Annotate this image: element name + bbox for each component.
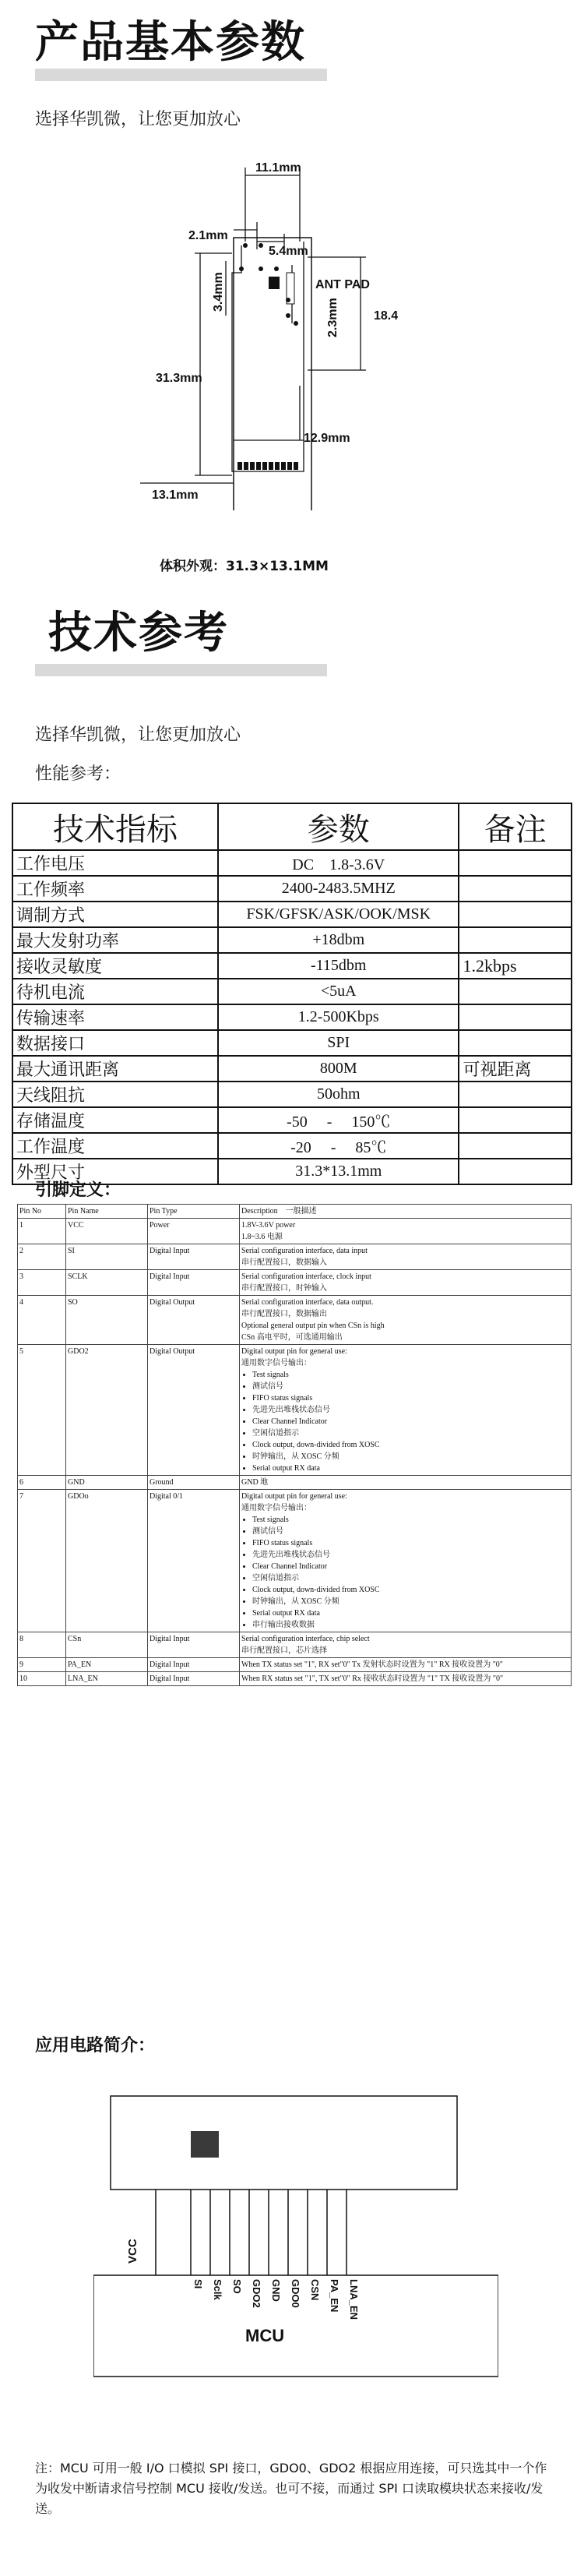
spec-row [12, 1004, 572, 1030]
pin-description-line: Optional general output pin when CSn is high [241, 1322, 385, 1330]
pin-label: CSN [309, 2279, 321, 2301]
pin-no: 5 [18, 1345, 66, 1476]
dim-w-lower: 12.9mm [304, 432, 350, 445]
pin-no: 1 [18, 1219, 66, 1244]
spec-row [12, 979, 572, 1004]
spec-note [459, 876, 572, 902]
pin-description-bullet: • 时钟输出，从 XOSC 分频 [252, 1596, 569, 1607]
module-block [111, 2096, 457, 2190]
pin-description-line: 1.8~3.6 电源 [241, 1233, 283, 1241]
pin-type: Digital Input [148, 1658, 240, 1672]
spec-value: 2400-2483.5MHZ [218, 876, 459, 902]
dim-w-bottom: 13.1mm [152, 489, 199, 502]
pin-description-bullet: • Clock output, down-divided from XOSC [252, 1439, 569, 1451]
spec-header-cell: 备注 [459, 803, 572, 850]
pin-description-line: Serial configuration interface, clock input [241, 1272, 371, 1281]
dim-h-small: 3.4mm [212, 272, 225, 312]
pin-description [240, 1672, 572, 1686]
spec-value: -115dbm [218, 953, 459, 979]
spec-row [12, 1030, 572, 1056]
pin-description-line: Serial configuration interface, data input [241, 1247, 368, 1255]
pin-description-bullet: • 测试信号 [252, 1526, 569, 1537]
dim-width-top: 11.1mm [255, 161, 301, 175]
spec-name: 工作频率 [12, 876, 218, 902]
pin-row [18, 1658, 572, 1672]
spec-value: SPI [218, 1030, 459, 1056]
spec-note [459, 1133, 572, 1159]
spec-name: 最大通讯距离 [12, 1056, 218, 1082]
pin-description-line: 串行配置接口，芯片选择 [241, 1646, 327, 1655]
spec-value: -20 - 85℃ [218, 1133, 459, 1159]
chip-icon [191, 2131, 219, 2158]
pin-description [240, 1219, 572, 1244]
spec-note [459, 902, 572, 927]
pin-description-bullet: • Test signals [252, 1369, 569, 1381]
pin-description-bullet: • 测试信号 [252, 1381, 569, 1392]
spec-name: 调制方式 [12, 902, 218, 927]
spec-value: +18dbm [218, 927, 459, 953]
pin-type: Digital Output [148, 1296, 240, 1345]
spec-note [459, 850, 572, 876]
pin-description-bullet: • 空闲信道指示 [252, 1572, 569, 1584]
pin-row [18, 1672, 572, 1686]
pin-description-bullet: • Clear Channel Indicator [252, 1561, 569, 1572]
dim-h-pad: 2.3mm [326, 298, 339, 337]
pin-label: GDO2 [251, 2279, 262, 2308]
mcu-label: MCU [245, 2326, 285, 2345]
pin-description [240, 1296, 572, 1345]
spec-row [12, 953, 572, 979]
module-dimension-drawing [140, 152, 498, 510]
pin-header-cell: Pin Type [148, 1205, 240, 1219]
footnote: 注：MCU 可用一般 I/O 口模拟 SPI 接口，GDO0、GDO2 根据应用连接，可只选其中一个作为收发中断请求信号控制 MCU 接收/发送。也可不接，而通过 SPI 口读取模块状态来接收/发送。 [35, 2461, 547, 2516]
spec-row [12, 876, 572, 902]
spec-note [459, 1082, 572, 1107]
spec-row [12, 1133, 572, 1159]
spec-table-header [12, 803, 572, 850]
pin-description-bullet: • 先进先出堆栈状态信号 [252, 1404, 569, 1416]
dim-h-total: 31.3mm [156, 372, 202, 385]
pin-name: SI [66, 1244, 148, 1270]
pin-table-header [18, 1205, 572, 1219]
pin-name: SO [66, 1296, 148, 1345]
vcc-label: VCC [126, 2239, 139, 2264]
pin-description-bullet: • 先进先出堆栈状态信号 [252, 1549, 569, 1561]
spec-name: 传输速率 [12, 1004, 218, 1030]
pin-label: PA_EN [329, 2279, 340, 2313]
pin-row [18, 1490, 572, 1632]
pin-description [240, 1270, 572, 1296]
pin-label: GND [270, 2279, 282, 2302]
pin-table [17, 1204, 572, 1686]
pin-row [18, 1476, 572, 1490]
pin-name: GDO2 [66, 1345, 148, 1476]
pin-description-line: Serial configuration interface, chip select [241, 1635, 370, 1643]
pin-description [240, 1345, 572, 1476]
pin-no: 2 [18, 1244, 66, 1270]
circuit-title: 应用电路简介： [35, 2036, 156, 2056]
pin-description-bullet: • FIFO status signals [252, 1392, 569, 1404]
spec-row [12, 850, 572, 876]
pin-no: 8 [18, 1632, 66, 1658]
pin-description-line: When RX status set "1", TX set"0" Rx 接收状态时设置为 "1" TX 接收设置为 "0" [241, 1674, 504, 1683]
pin-no: 10 [18, 1672, 66, 1686]
spec-header-cell: 技术指标 [12, 803, 218, 850]
pin-name: GND [66, 1476, 148, 1490]
spec-value: DC 1.8-3.6V [218, 850, 459, 876]
spec-note [459, 1107, 572, 1133]
pin-row [18, 1345, 572, 1476]
pin-name: PA_EN [66, 1658, 148, 1672]
spec-header-cell: 参数 [218, 803, 459, 850]
pin-type: Digital Input [148, 1632, 240, 1658]
pin-no: 6 [18, 1476, 66, 1490]
pin-row [18, 1244, 572, 1270]
pin-type: Ground [148, 1476, 240, 1490]
pin-description-line: 1.8V-3.6V power [241, 1221, 296, 1230]
pin-no: 3 [18, 1270, 66, 1296]
pin-description-line: Digital output pin for general use: [241, 1492, 347, 1501]
section1-title-underline [35, 69, 327, 81]
pin-type: Digital Input [148, 1270, 240, 1296]
spec-value: 31.3*13.1mm [218, 1159, 459, 1184]
spec-note [459, 927, 572, 953]
spec-name: 待机电流 [12, 979, 218, 1004]
spec-row [12, 1107, 572, 1133]
pin-header-cell: Description 一般描述 [240, 1205, 572, 1219]
spec-value: 800M [218, 1056, 459, 1082]
spec-row [12, 902, 572, 927]
pin-description-line: GND 地 [241, 1478, 269, 1487]
spec-name: 数据接口 [12, 1030, 218, 1056]
dim-h-right: 18.4 [374, 309, 399, 323]
spec-note [459, 1159, 572, 1184]
pin-row [18, 1219, 572, 1244]
pin-name: VCC [66, 1219, 148, 1244]
spec-note: 可视距离 [459, 1056, 572, 1082]
pin-type: Digital 0/1 [148, 1490, 240, 1632]
pin-row [18, 1632, 572, 1658]
pin-description-bullet: • Clock output, down-divided from XOSC [252, 1584, 569, 1596]
spec-row [12, 1056, 572, 1082]
pin-section-title: 引脚定义： [35, 1180, 121, 1200]
pin-description-line: CSn 高电平时，可选通用输出 [241, 1333, 343, 1342]
pin-description-bullet: • 时钟输出，从 XOSC 分频 [252, 1451, 569, 1463]
pin-description-line: Serial configuration interface, data output. [241, 1298, 374, 1307]
spec-row [12, 927, 572, 953]
spec-note [459, 1004, 572, 1030]
pin-name: SCLK [66, 1270, 148, 1296]
spec-value: -50 - 150℃ [218, 1107, 459, 1133]
pin-description [240, 1658, 572, 1672]
pin-description-bullet: • 串行输出接收数据 [252, 1619, 569, 1631]
dim-pad-offset: 5.4mm [269, 245, 308, 258]
pin-no: 4 [18, 1296, 66, 1345]
spec-name: 存储温度 [12, 1107, 218, 1133]
pin-description [240, 1632, 572, 1658]
application-circuit-diagram [93, 2088, 498, 2384]
volume-label: 体积外观：31.3×13.1MM [160, 559, 329, 574]
pin-description-bullet: • Serial output RX data [252, 1463, 569, 1474]
spec-name: 工作温度 [12, 1133, 218, 1159]
pin-description [240, 1244, 572, 1270]
spec-value: FSK/GFSK/ASK/OOK/MSK [218, 902, 459, 927]
pin-description-line: 串行配置接口，时钟输入 [241, 1284, 327, 1293]
pin-label: GDO0 [290, 2279, 301, 2308]
spec-name: 天线阻抗 [12, 1082, 218, 1107]
pin-row [18, 1296, 572, 1345]
pin-type: Digital Output [148, 1345, 240, 1476]
spec-row [12, 1082, 572, 1107]
pin-name: LNA_EN [66, 1672, 148, 1686]
pin-description-bullet: • Test signals [252, 1514, 569, 1526]
section1-title: 产品基本参数 [35, 17, 306, 68]
spec-note [459, 1030, 572, 1056]
pin-description-bullet: • 空闲信道指示 [252, 1427, 569, 1439]
pin-no: 9 [18, 1658, 66, 1672]
pin-description-line: 通用数字信号输出： [241, 1359, 311, 1367]
dim-ant-pad: ANT PAD [315, 278, 370, 291]
section2-title-underline [35, 664, 327, 676]
pin-row [18, 1270, 572, 1296]
pin-type: Digital Input [148, 1672, 240, 1686]
spec-note [459, 979, 572, 1004]
spec-value: 50ohm [218, 1082, 459, 1107]
pin-description-line: 通用数字信号输出： [241, 1504, 311, 1512]
pin-label: Sclk [212, 2279, 223, 2300]
pin-description-line: When TX status set "1", RX set"0" Tx 发射状态时设置为 "1" RX 接收设置为 "0" [241, 1660, 503, 1669]
pin-description-line: 串行配置接口，数据输出 [241, 1310, 327, 1318]
spec-name: 最大发射功率 [12, 927, 218, 953]
pin-description-bullet: • FIFO status signals [252, 1537, 569, 1549]
pin-type: Power [148, 1219, 240, 1244]
spec-name: 工作电压 [12, 850, 218, 876]
pin-description-line: 串行配置接口，数据输入 [241, 1258, 327, 1267]
section2-subtitle: 选择华凯微，让您更加放心 [35, 725, 241, 745]
pin-type: Digital Input [148, 1244, 240, 1270]
pin-name: GDOo [66, 1490, 148, 1632]
pin-label: SO [231, 2279, 243, 2294]
spec-note: 1.2kbps [459, 953, 572, 979]
spec-value: <5uA [218, 979, 459, 1004]
spec-table [12, 803, 572, 1185]
perf-label: 性能参考： [35, 764, 121, 784]
section1-subtitle: 选择华凯微，让您更加放心 [35, 110, 241, 129]
pin-description-line: Digital output pin for general use: [241, 1347, 347, 1356]
spec-name: 外型尺寸 [12, 1159, 218, 1184]
pin-header-cell: Pin Name [66, 1205, 148, 1219]
spec-name: 接收灵敏度 [12, 953, 218, 979]
pin-description-bullet: • Serial output RX data [252, 1607, 569, 1619]
spec-value: 1.2-500Kbps [218, 1004, 459, 1030]
pin-description-bullet: • Clear Channel Indicator [252, 1416, 569, 1427]
section2-title: 技术参考 [48, 608, 229, 658]
pin-header-cell: Pin No [18, 1205, 66, 1219]
pin-name: CSn [66, 1632, 148, 1658]
pin-description [240, 1476, 572, 1490]
pin-description [240, 1490, 572, 1632]
pin-label: LNA_EN [348, 2279, 360, 2320]
pin-label: SI [192, 2279, 204, 2289]
dim-left-offset: 2.1mm [188, 229, 228, 242]
pin-no: 7 [18, 1490, 66, 1632]
